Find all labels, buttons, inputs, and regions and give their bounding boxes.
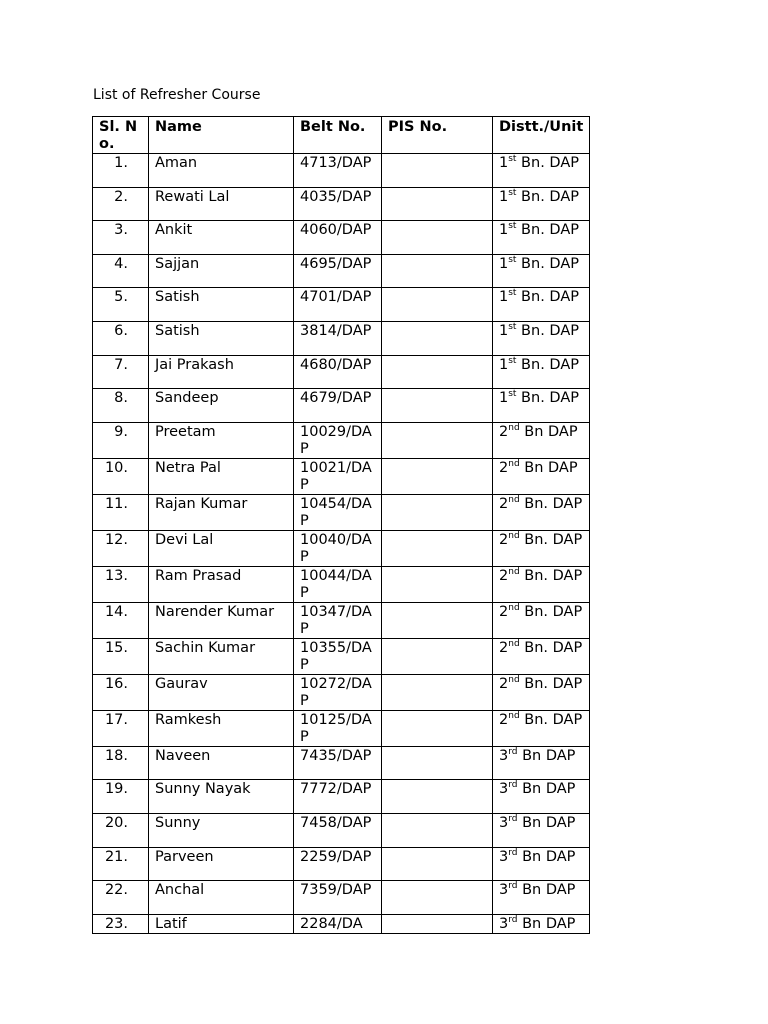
unit-ordinal-suffix: st [508,154,517,164]
cell-belt-no: 7435/DAP [294,746,382,780]
table-row [93,458,590,494]
unit-name: Bn. DAP [516,155,579,171]
unit-ordinal-suffix: nd [508,602,520,613]
cell-distt-unit [493,638,590,674]
cell-distt-unit [493,566,590,602]
unit-number: 3 [499,848,509,865]
unit-ordinal-suffix: st [508,187,517,198]
unit-number: 1 [499,188,509,205]
cell-sl-no: 18. [93,746,149,780]
unit-name: Bn. DAP [516,255,579,272]
unit-number: 3 [499,915,509,932]
header-pis-no: PIS No. [382,117,493,154]
table-row [93,847,590,881]
table-row [93,154,590,188]
cell-name: Satish [149,321,294,355]
cell-belt-no: 10044/DAP [294,566,382,602]
table-row [93,638,590,674]
unit-number: 2 [499,603,509,620]
unit-ordinal-suffix: rd [508,780,518,791]
cell-name: Gaurav [149,674,294,710]
cell-sl-no: 7. [93,355,149,389]
table-row [93,288,590,322]
cell-name: Netra Pal [149,458,294,494]
cell-belt-no: 7359/DAP [294,881,382,915]
unit-ordinal-suffix: nd [508,494,520,505]
cell-pis-no [382,780,493,814]
cell-pis-no [382,530,493,566]
cell-name: Devi Lal [149,530,294,566]
unit-name: Bn. DAP [519,567,583,584]
unit-name: Bn. DAP [516,322,579,339]
cell-distt-unit [493,746,590,780]
unit-number: 2 [499,531,509,548]
cell-distt-unit [493,389,590,423]
cell-belt-no: 10347/DAP [294,602,382,638]
cell-belt-no: 10029/DAP [294,422,382,458]
cell-distt-unit [493,813,590,847]
table-row [93,530,590,566]
cell-name: Sunny Nayak [149,780,294,814]
cell-pis-no [382,355,493,389]
cell-sl-no: 12. [93,530,149,566]
cell-sl-no: 11. [93,494,149,530]
cell-belt-no: 10125/DAP [294,710,382,746]
table-row [93,914,590,933]
cell-belt-no: 4701/DAP [294,288,382,322]
table-row [93,254,590,288]
cell-sl-no: 8. [93,389,149,423]
unit-ordinal-suffix: st [508,355,517,366]
cell-distt-unit [493,602,590,638]
table-row [93,674,590,710]
cell-name: Rewati Lal [149,187,294,221]
cell-distt-unit [493,154,590,188]
unit-ordinal-suffix: st [508,321,517,332]
cell-pis-no [382,187,493,221]
unit-number: 1 [499,322,509,339]
unit-number: 2 [499,675,509,692]
unit-ordinal-suffix: st [508,288,517,299]
cell-belt-no: 10454/DAP [294,494,382,530]
cell-name: Satish [149,288,294,322]
cell-name: Rajan Kumar [149,494,294,530]
cell-name: Parveen [149,847,294,881]
cell-name: Sajjan [149,254,294,288]
unit-name: Bn DAP [519,423,578,440]
unit-name: Bn. DAP [519,603,583,620]
cell-name: Aman [149,154,294,188]
header-belt-no: Belt No. [294,117,382,154]
cell-name: Ramkesh [149,710,294,746]
table-header-row [93,117,590,154]
unit-number: 2 [499,567,509,584]
unit-name: Bn. DAP [516,188,579,205]
unit-name: Bn. DAP [519,711,583,728]
unit-ordinal-suffix: nd [508,458,520,469]
unit-ordinal-suffix: rd [508,847,518,858]
cell-distt-unit [493,674,590,710]
cell-pis-no [382,602,493,638]
cell-sl-no: 4. [93,254,149,288]
table-body [93,154,590,934]
unit-number: 3 [499,747,509,764]
unit-name: Bn DAP [517,781,576,798]
unit-ordinal-suffix: st [508,221,517,232]
table-row [93,221,590,255]
table-row [93,746,590,780]
unit-number: 1 [499,155,509,171]
unit-ordinal-suffix: rd [508,881,518,892]
unit-number: 1 [499,289,509,306]
unit-ordinal-suffix: rd [508,813,518,824]
cell-pis-no [382,674,493,710]
document-title: List of Refresher Course [93,87,261,103]
cell-distt-unit [493,494,590,530]
header-name: Name [149,117,294,154]
cell-sl-no: 19. [93,780,149,814]
cell-sl-no: 3. [93,221,149,255]
unit-name: Bn. DAP [519,675,583,692]
cell-belt-no: 4713/DAP [294,154,382,188]
unit-ordinal-suffix: nd [508,710,520,721]
unit-ordinal-suffix: nd [508,566,520,577]
cell-pis-no [382,154,493,188]
cell-name: Sunny [149,813,294,847]
unit-name: Bn DAP [517,814,576,831]
cell-distt-unit [493,530,590,566]
unit-name: Bn DAP [517,882,576,899]
refresher-course-table [92,116,590,934]
cell-name: Sandeep [149,389,294,423]
cell-belt-no: 4035/DAP [294,187,382,221]
cell-pis-no [382,458,493,494]
cell-distt-unit [493,355,590,389]
cell-sl-no: 22. [93,881,149,915]
cell-distt-unit [493,847,590,881]
cell-sl-no: 20. [93,813,149,847]
cell-belt-no: 10355/DAP [294,638,382,674]
cell-sl-no: 17. [93,710,149,746]
table-row [93,813,590,847]
unit-ordinal-suffix: nd [508,530,520,541]
table-row [93,389,590,423]
cell-name: Sachin Kumar [149,638,294,674]
unit-name: Bn DAP [517,747,576,764]
unit-number: 3 [499,814,509,831]
table-row [93,780,590,814]
unit-name: Bn. DAP [519,639,583,656]
cell-sl-no: 16. [93,674,149,710]
cell-sl-no: 15. [93,638,149,674]
cell-belt-no: 7772/DAP [294,780,382,814]
table-row [93,321,590,355]
cell-distt-unit [493,458,590,494]
unit-ordinal-suffix: rd [508,914,518,925]
cell-pis-no [382,847,493,881]
cell-sl-no: 5. [93,288,149,322]
cell-name: Narender Kumar [149,602,294,638]
cell-sl-no: 6. [93,321,149,355]
cell-sl-no: 9. [93,422,149,458]
unit-ordinal-suffix: nd [508,638,520,649]
cell-distt-unit [493,710,590,746]
cell-belt-no: 10021/DAP [294,458,382,494]
cell-sl-no: 13. [93,566,149,602]
cell-distt-unit [493,881,590,915]
unit-ordinal-suffix: st [508,254,517,265]
unit-number: 2 [499,423,509,440]
unit-ordinal-suffix: nd [508,422,520,433]
cell-distt-unit [493,254,590,288]
unit-name: Bn. DAP [516,289,579,306]
table-row [93,422,590,458]
cell-pis-no [382,254,493,288]
cell-name: Naveen [149,746,294,780]
unit-number: 2 [499,459,509,476]
unit-number: 1 [499,390,509,407]
cell-sl-no: 2. [93,187,149,221]
table-row [93,187,590,221]
header-distt-unit: Distt./Unit [493,117,590,154]
cell-pis-no [382,221,493,255]
cell-pis-no [382,710,493,746]
cell-distt-unit [493,187,590,221]
unit-number: 1 [499,222,509,239]
cell-name: Preetam [149,422,294,458]
table-row [93,566,590,602]
cell-distt-unit [493,914,590,933]
unit-name: Bn DAP [517,915,576,932]
cell-distt-unit [493,288,590,322]
cell-belt-no: 10272/DAP [294,674,382,710]
unit-ordinal-suffix: nd [508,674,520,685]
unit-number: 3 [499,882,509,899]
cell-belt-no: 4679/DAP [294,389,382,423]
cell-pis-no [382,566,493,602]
unit-name: Bn. DAP [516,356,579,373]
cell-name: Ram Prasad [149,566,294,602]
unit-name: Bn. DAP [519,495,583,512]
cell-sl-no: 14. [93,602,149,638]
cell-distt-unit [493,780,590,814]
cell-sl-no: 23. [93,914,149,933]
unit-number: 2 [499,639,509,656]
table-row [93,881,590,915]
cell-distt-unit [493,422,590,458]
unit-name: Bn. DAP [516,222,579,239]
table-row [93,355,590,389]
unit-name: Bn DAP [517,848,576,865]
cell-sl-no: 1. [93,154,149,188]
cell-pis-no [382,914,493,933]
cell-sl-no: 21. [93,847,149,881]
unit-name: Bn. DAP [519,531,583,548]
cell-pis-no [382,321,493,355]
table-row [93,494,590,530]
unit-ordinal-suffix: rd [508,746,518,757]
cell-belt-no: 4680/DAP [294,355,382,389]
unit-number: 2 [499,495,509,512]
unit-number: 1 [499,255,509,272]
unit-name: Bn. DAP [516,390,579,407]
cell-pis-no [382,389,493,423]
cell-belt-no: 4695/DAP [294,254,382,288]
table-row [93,710,590,746]
cell-name: Ankit [149,221,294,255]
cell-belt-no: 4060/DAP [294,221,382,255]
unit-name: Bn DAP [519,459,578,476]
cell-belt-no: 10040/DAP [294,530,382,566]
cell-pis-no [382,638,493,674]
unit-number: 3 [499,781,509,798]
cell-pis-no [382,813,493,847]
cell-belt-no: 2284/DA [294,914,382,933]
unit-number: 1 [499,356,509,373]
header-sl-no: Sl. No. [93,117,149,154]
cell-sl-no: 10. [93,458,149,494]
cell-belt-no: 7458/DAP [294,813,382,847]
unit-number: 2 [499,711,509,728]
cell-pis-no [382,746,493,780]
table-row [93,602,590,638]
cell-name: Anchal [149,881,294,915]
cell-belt-no: 2259/DAP [294,847,382,881]
cell-distt-unit [493,221,590,255]
cell-distt-unit [493,321,590,355]
cell-pis-no [382,494,493,530]
cell-pis-no [382,881,493,915]
unit-ordinal-suffix: st [508,389,517,400]
cell-name: Jai Prakash [149,355,294,389]
cell-name: Latif [149,914,294,933]
cell-belt-no: 3814/DAP [294,321,382,355]
cell-pis-no [382,422,493,458]
cell-pis-no [382,288,493,322]
